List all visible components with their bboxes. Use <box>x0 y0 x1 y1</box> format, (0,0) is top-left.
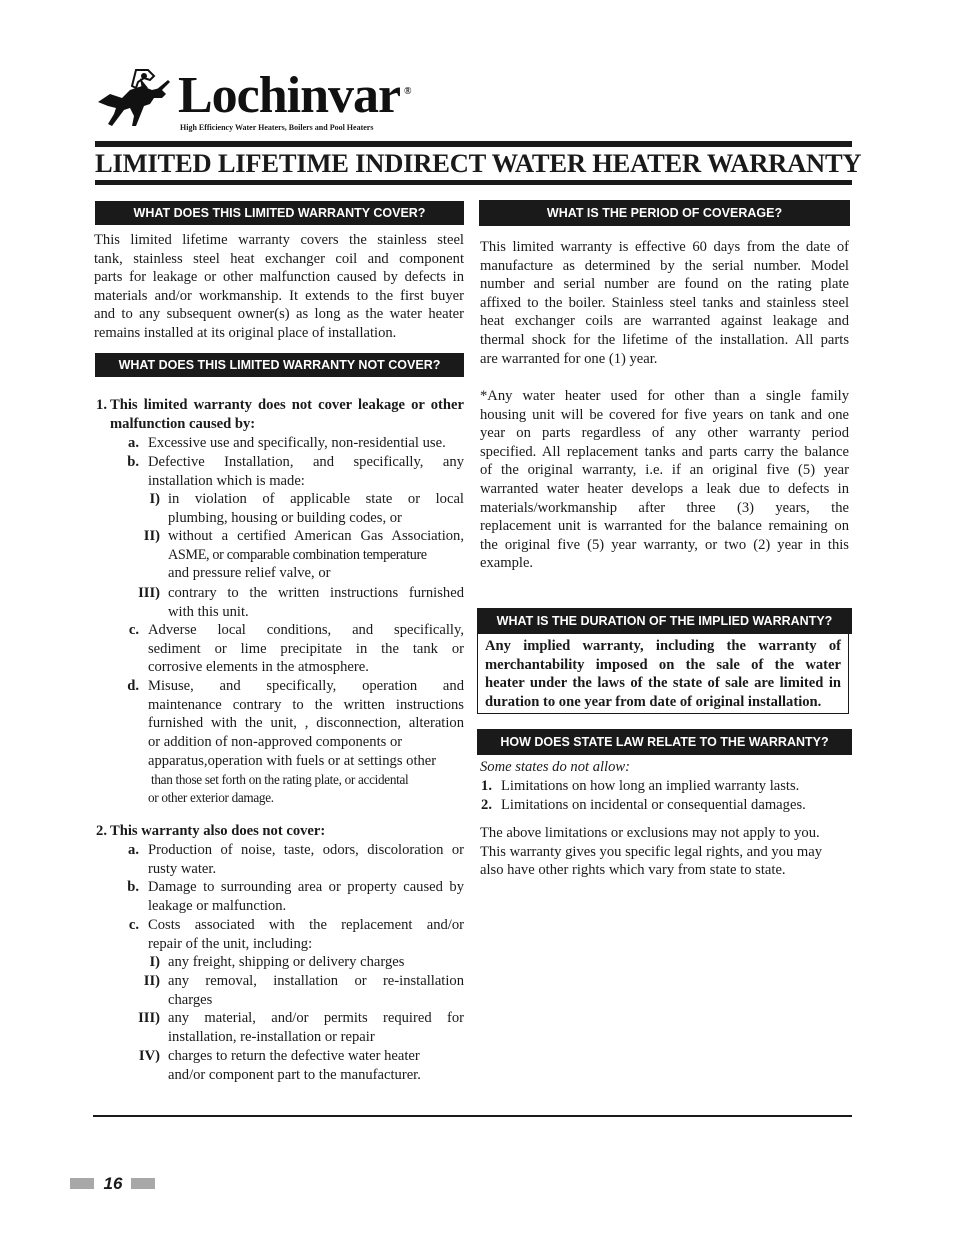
text-line: Costs associated with the replacement and/or <box>148 917 464 933</box>
text-line: This warranty also does not cover: <box>110 823 326 839</box>
text-line: Defective Installation, and specifically, any <box>148 454 464 470</box>
list-item-2c-iii <box>168 1009 464 1046</box>
text-line: malfunction caused by: <box>110 415 256 432</box>
state-law-intro: Some states do not allow: <box>480 759 630 775</box>
list-roman: I) <box>149 954 160 970</box>
text-line: repair of the unit, including: <box>148 935 313 952</box>
text-line: heater under the laws of the state of sale are limited in <box>485 675 841 692</box>
text-line: Misuse, and specifically, operation and <box>148 678 464 694</box>
text-line: without a certified American Gas Association, <box>168 528 464 544</box>
list-letter: a. <box>128 842 139 858</box>
text-line: ASME, or comparable combination temperature <box>168 546 427 563</box>
text-line: replacement unit is warranted for the balance remaining on <box>480 518 849 535</box>
implied-warranty-box <box>477 634 849 714</box>
section-heading-state-law: HOW DOES STATE LAW RELATE TO THE WARRANTY? <box>477 729 852 755</box>
text-line: plumbing, housing or building codes, or <box>168 509 402 526</box>
list-roman: III) <box>138 1010 160 1026</box>
period-paragraph-2 <box>480 387 849 573</box>
text-line: installation, re-installation or repair <box>168 1028 375 1045</box>
text-line: charges <box>168 991 213 1008</box>
implied-warranty-text <box>485 637 841 712</box>
text-line: affixed to the boiler. Stainless steel tanks and stainless steel <box>480 294 849 311</box>
list-item-1b <box>148 453 464 490</box>
text-line: tank, stainless steel heat exchanger coil and component <box>94 250 464 267</box>
list-number: 1. <box>481 778 492 794</box>
text-line: are warranted for one (1) year. <box>480 350 658 367</box>
section-heading-period: WHAT IS THE PERIOD OF COVERAGE? <box>479 200 850 226</box>
text-line: maintenance contrary to the written instructions <box>148 696 464 713</box>
text-line: This limited lifetime warranty covers the stainless steel <box>94 232 464 248</box>
text-line: of the original warranty, i.e. if an original five (5) year <box>480 462 849 479</box>
text-line: Production of noise, taste, odors, discoloration or <box>148 842 464 858</box>
list-number: 1. <box>96 397 107 413</box>
list-roman: III) <box>138 585 160 601</box>
list-item-2c-i <box>168 953 464 972</box>
horse-rider-icon <box>96 68 180 130</box>
text-line: The above limitations or exclusions may not apply to you. <box>480 825 820 841</box>
text-line: This limited warranty does not cover leakage or other <box>110 397 464 413</box>
section-heading-not-cover: WHAT DOES THIS LIMITED WARRANTY NOT COVER? <box>95 353 464 377</box>
text-line: materials and/or workmanship. It extends to the first buyer <box>94 287 464 304</box>
text-line: any material, and/or permits required for <box>168 1010 464 1026</box>
text-line: materials/workmanship after three (3) years, the <box>480 499 849 516</box>
text-line: parts for leakage or other malfunction caused by defects in <box>94 269 464 286</box>
text-line: This limited warranty is effective 60 days from the date of <box>480 239 849 255</box>
list-number: 2. <box>481 797 492 813</box>
text-line: specified. All replacement tanks and parts carry the balance <box>480 443 849 460</box>
text-line: any removal, installation or re-installation <box>168 973 464 989</box>
state-law-item-1: Limitations on how long an implied warranty lasts. <box>501 778 800 794</box>
cover-paragraph <box>94 231 464 343</box>
list-roman: II) <box>143 528 160 544</box>
brand-name: Lochinvar <box>178 67 401 124</box>
text-line: Any implied warranty, including the warranty of <box>485 638 841 654</box>
text-line: leakage or malfunction. <box>148 897 287 914</box>
period-paragraph-1 <box>480 238 849 368</box>
text-line: rusty water. <box>148 860 217 877</box>
text-line: the original five (5) year warranty, or two (2) year in this <box>480 536 849 553</box>
text-line: any freight, shipping or delivery charges <box>168 954 405 970</box>
registered-mark: ® <box>404 86 412 97</box>
list-letter: b. <box>127 454 139 470</box>
text-line: or other exterior damage. <box>148 790 274 806</box>
section-heading-implied: WHAT IS THE DURATION OF THE IMPLIED WARRANTY? <box>477 608 852 634</box>
list-number: 2. <box>96 823 107 839</box>
list-item-1d <box>148 677 464 808</box>
state-law-closing <box>480 824 855 880</box>
text-line: Adverse local conditions, and specifically, <box>148 622 464 638</box>
list-item-2c <box>148 916 464 953</box>
text-line: This warranty gives you specific legal rights, and you may <box>480 843 823 860</box>
text-line: charges to return the defective water heater <box>168 1048 420 1064</box>
text-line: *Any water heater used for other than a single family <box>480 388 849 404</box>
list-item-2c-ii <box>168 972 464 1009</box>
state-law-item-2: Limitations on incidental or consequential damages. <box>501 797 806 813</box>
text-line: with this unit. <box>168 603 249 620</box>
text-line: year on parts regardless of any other warranty period <box>480 425 849 442</box>
text-line: furnished with the unit, , disconnection, alteration <box>148 715 464 732</box>
text-line: example. <box>480 555 534 572</box>
list-letter: a. <box>128 435 139 451</box>
text-line: corrosive elements in the atmosphere. <box>148 659 369 676</box>
list-item-1a <box>148 434 466 453</box>
section-heading-cover: WHAT DOES THIS LIMITED WARRANTY COVER? <box>95 201 464 225</box>
brand-tagline: High Efficiency Water Heaters, Boilers and Pool Heaters <box>180 123 374 132</box>
list-item-1c <box>148 621 464 677</box>
text-line: Excessive use and specifically, non-residential use. <box>148 435 446 451</box>
text-line: and to any subsequent owner(s) as long as the water heater <box>94 306 464 323</box>
text-line: remains installed at its original place of installation. <box>94 324 397 341</box>
text-line: contrary to the written instructions furnished <box>168 585 464 601</box>
list-item-2c-iv <box>168 1047 464 1084</box>
text-line: and pressure relief valve, or <box>168 565 331 582</box>
text-line: and/or component part to the manufacturer. <box>168 1066 421 1083</box>
list-letter: c. <box>128 917 139 933</box>
list-item-1b-ii <box>168 527 464 583</box>
list-item-1b-i <box>168 490 464 527</box>
list-letter: b. <box>127 879 139 895</box>
list-item-1b-iii <box>168 584 464 621</box>
text-line: housing unit will be covered for five years on tank and one <box>480 406 849 423</box>
list-letter: c. <box>128 622 139 638</box>
footer-rule <box>93 1115 852 1117</box>
text-line: thermal shock for the lifetime of the installation. All parts <box>480 331 849 348</box>
text-line: also have other rights which vary from state to state. <box>480 862 786 879</box>
text-line: duration to one year from date of original installation. <box>485 694 822 711</box>
list-roman: IV) <box>138 1048 160 1064</box>
text-line: manufacture as determined by the serial number. Model <box>480 257 849 274</box>
list-roman: II) <box>143 973 160 989</box>
text-line: apparatus,operation with fuels or at settings other <box>148 752 437 769</box>
page-title: LIMITED LIFETIME INDIRECT WATER HEATER WARRANTY <box>95 148 862 178</box>
footer-bar <box>131 1178 155 1189</box>
text-line: or addition of non-approved components or <box>148 734 403 751</box>
list-letter: d. <box>127 678 139 694</box>
text-line: warranted water heater develops a leak due to defects in <box>480 480 849 497</box>
text-line: number and serial number are found on the rating plate <box>480 276 849 293</box>
text-line: merchantability imposed on the sale of the water <box>485 656 841 673</box>
footer-bar <box>70 1178 94 1189</box>
text-line: Damage to surrounding area or property caused by <box>148 879 464 895</box>
text-line: in violation of applicable state or local <box>168 491 464 507</box>
text-line: installation which is made: <box>148 472 305 489</box>
brand-logo <box>96 68 416 134</box>
text-line: than those set forth on the rating plate, or accidental <box>148 771 409 787</box>
list-item-2b <box>148 878 464 915</box>
list-item-1 <box>110 396 464 433</box>
list-item-2a <box>148 841 464 878</box>
text-line: sediment or lime precipitate in the tank or <box>148 640 464 657</box>
list-item-2 <box>110 822 464 841</box>
list-roman: I) <box>149 491 160 507</box>
page-number: 16 <box>103 1174 123 1193</box>
title-rule <box>95 180 852 185</box>
text-line: heat exchanger coils are warranted against leakage and <box>480 313 849 330</box>
